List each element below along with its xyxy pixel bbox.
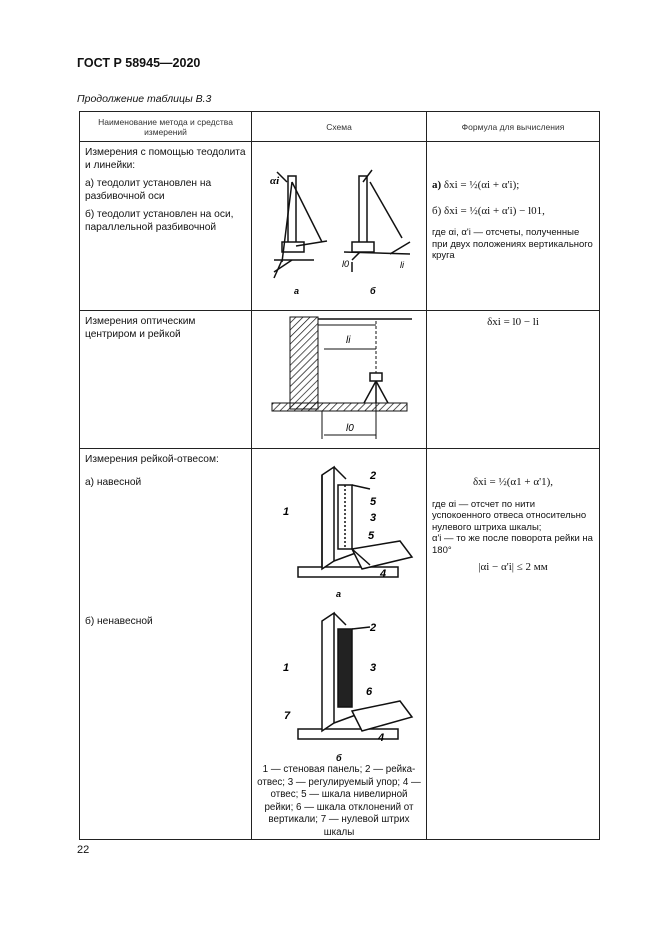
page-number: 22 [77,844,90,856]
svg-text:li: li [346,335,351,346]
row1-scheme [252,142,427,311]
svg-text:li: li [400,260,404,270]
row3-scheme [252,449,427,840]
svg-text:б: б [336,753,342,763]
svg-text:5: 5 [368,530,375,542]
row2-formula: δxi = l0 − li [427,311,600,449]
svg-text:4: 4 [378,732,385,744]
row1-note: где αi, α'i — отсчеты, полученные при двух положениях вертикального круга [432,227,593,261]
svg-text:3: 3 [370,512,377,524]
svg-text:6: 6 [366,686,373,698]
row2-method: Измерения оптическим центриром и рейкой [80,311,252,449]
table-continuation: Продолжение таблицы В.3 [77,93,212,105]
svg-text:2: 2 [370,622,377,634]
svg-text:1: 1 [283,662,290,674]
svg-text:αi: αi [270,175,280,187]
row3-formula: δxi = ½(α1 + α'1), где αi — отсчет по нити успокоенного отвеса относительно нулевого штриха шкалы; α'i — то же после поворота рейки на 180° |αi − α'i| ≤ 2 мм [427,449,600,840]
row1-formula: а) δxi = ½(αi + α'i); б) δxi = ½(αi + α'i) − l01, где αi, α'i — отсчеты, полученные при двух положениях вертикального круга [427,142,600,311]
svg-text:1: 1 [283,506,290,518]
row3-caption: 1 — стеновая панель; 2 — рейка-отвес; 3 — регулируемый упор; 4 — отвес; 5 — шкала нивелирной рейки; 6 — шкала отклонений от вертикали; 7 — нулевой штрих шкалы [257,764,421,838]
col-header-method: Наименование метода и средства измерений [80,112,252,142]
svg-text:а: а [336,589,342,599]
svg-text:б: б [370,286,376,296]
svg-text:2: 2 [370,470,377,482]
svg-text:3: 3 [370,662,377,674]
svg-text:5: 5 [370,496,377,508]
svg-text:4: 4 [380,568,387,580]
row2-scheme [252,311,427,449]
svg-text:7: 7 [284,710,291,722]
row3-method: Измерения рейкой-отвесом: а) навесной б) ненавесной [80,449,252,840]
theodolite-diagram [252,142,427,310]
svg-text:а: а [294,286,300,296]
col-header-formula: Формула для вычисления [427,112,600,142]
svg-text:l0: l0 [342,259,350,269]
col-header-scheme: Схема [252,112,427,142]
row1-method: Измерения с помощью теодолита и линейки: а) теодолит установлен на разбивочной оси б) теодолит установлен на оси, параллельной разбивочной [80,142,252,311]
optical-centering-diagram [252,311,427,448]
measurement-table [79,111,600,840]
svg-text:l0: l0 [346,423,354,434]
plumb-rod-diagram [252,449,427,764]
document-header: ГОСТ Р 58945—2020 [77,56,201,70]
